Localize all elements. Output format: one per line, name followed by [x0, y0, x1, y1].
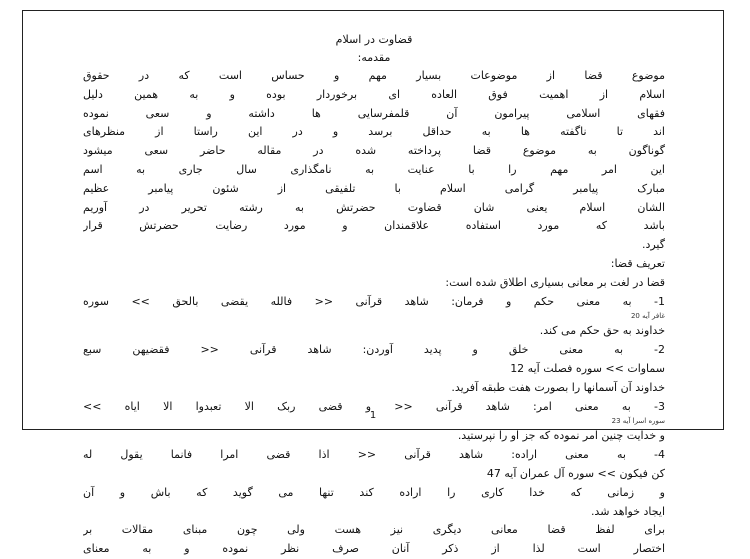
definition-intro: قضا در لغت بر معانی بسیاری اطلاق شده است: [445, 275, 665, 289]
intro-line: مبارک پیامبر گرامی اسلام با تلفیقی از شئون پیامبر عظیم [83, 181, 665, 195]
meaning-3-translation: و خدایت چنین امر نموده که جز او را نپرستید. [457, 429, 665, 443]
meaning-4-translation: و زمانی که خدا کاری را اراده کند تنها می گوید که باش و آن [83, 485, 665, 499]
definition-heading: تعریف قضا: [610, 256, 665, 270]
document-body [83, 31, 665, 559]
intro-line: گیرد. [641, 238, 665, 252]
document-title: قضاوت در اسلام [335, 33, 413, 46]
intro-line: باشد که مورد استفاده علاقمندان و مورد رضایت حضرتش قرار [83, 219, 665, 233]
page-number: 1 [369, 410, 377, 421]
intro-line: موضوع قضا از موضوعات بسیار مهم و حساس است که در حقوق [83, 69, 665, 82]
meaning-2-text-continued: سماوات >> سوره فصلت آیه 12 [510, 361, 665, 375]
document-page [22, 10, 724, 556]
meaning-1-reference: غافر آیه 20 [630, 312, 665, 321]
meaning-4-translation-continued: ایجاد خواهد شد. [590, 504, 665, 518]
intro-line: اند تا ناگفته ها به حداقل برسد و در این راستا از منظرهای [83, 125, 665, 139]
intro-line: الشان اسلام یعنی شان قضاوت حضرتش به رشته تحریر در آوریم [83, 200, 665, 214]
meaning-2-text: 2- به معنی خلق و پدید آوردن: شاهد قرآنی << فقضیهن سبع [83, 343, 665, 357]
intro-line: اسلام از اهمیت فوق العاده ای برخوردار بوده و به همین دلیل [83, 87, 665, 101]
meaning-3-reference: سوره اسرا آیه 23 [611, 417, 665, 426]
meaning-4-text-continued: کن فیکون >> سوره آل عمران آیه 47 [486, 466, 665, 480]
meaning-4-text: 4- به معنی اراده: شاهد قرآنی << اذا قضی امرا فانما یقول له [83, 448, 665, 462]
meaning-2-translation: خداوند آن آسمانها را بصورت هفت طبقه آفرید. [451, 380, 665, 394]
closing-line: برای لفظ قضا معانی دیگری نیز هست ولی چون مبنای مقالات بر [83, 523, 665, 537]
meaning-1-translation: خداوند به حق حکم می کند. [539, 324, 665, 338]
section-introduction-heading: مقدمه: [357, 51, 391, 64]
intro-line: فقهای اسلامی پیرامون آن قلمفرسایی ها داشته و سعی نموده [83, 106, 665, 120]
meaning-3-text: 3- به معنی امر: شاهد قرآنی << و قضی ربک الا تعبدوا الا ایاه >> [83, 399, 665, 413]
intro-line: گوناگون به موضوع قضا پرداخته شده در مقاله حاضر سعی میشود [83, 144, 665, 158]
meaning-1-text: 1- به معنی حکم و فرمان: شاهد قرآنی << فالله یقضی بالحق >> سوره [83, 294, 665, 308]
intro-line: این امر مهم را با عنایت به نامگذاری سال جاری به اسم [83, 162, 665, 176]
closing-line: اختصار است لذا از ذکر آنان صرف نظر نموده و به معنای [83, 542, 665, 556]
